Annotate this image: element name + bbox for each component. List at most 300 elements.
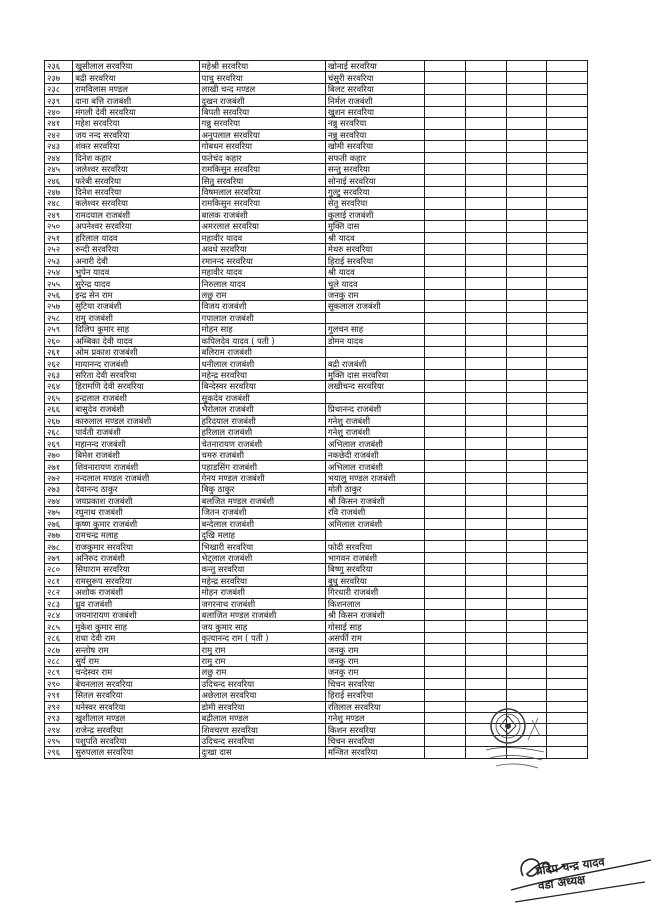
empty-cell (425, 632, 466, 643)
voter-list-table (44, 60, 588, 759)
voter-name-cell: सुटिया राजबंशी (73, 301, 199, 312)
empty-cell (547, 369, 588, 380)
empty-cell (506, 449, 547, 460)
table-row (45, 301, 588, 312)
table-row (45, 186, 588, 197)
voter-name-cell: मुकेश कुमार साह (73, 621, 199, 632)
empty-cell (425, 392, 466, 403)
serial-number-cell: २७३ (45, 484, 73, 495)
voter-name-cell: इन्द्र सेन राम (73, 289, 199, 300)
empty-cell (547, 358, 588, 369)
serial-number-cell: २९० (45, 678, 73, 689)
voter-name-cell: सुरेन्द्र यादव (73, 278, 199, 289)
empty-cell (547, 701, 588, 712)
empty-cell (506, 541, 547, 552)
empty-cell (547, 587, 588, 598)
empty-cell (465, 72, 506, 83)
empty-cell (465, 61, 506, 72)
grandfather-name-cell: सोनाई सरवरिया (325, 175, 424, 186)
grandfather-name-cell: गनेशु राजबंशी (325, 415, 424, 426)
voter-name-cell: हरिलाल यादव (73, 232, 199, 243)
empty-cell (465, 118, 506, 129)
empty-cell (506, 564, 547, 575)
empty-cell (506, 667, 547, 678)
empty-cell (425, 312, 466, 323)
empty-cell (465, 381, 506, 392)
table-row (45, 575, 588, 586)
empty-cell (547, 244, 588, 255)
empty-cell (547, 575, 588, 586)
serial-number-cell: २६५ (45, 392, 73, 403)
empty-cell (425, 529, 466, 540)
serial-number-cell: २७० (45, 449, 73, 460)
empty-cell (465, 95, 506, 106)
serial-number-cell: २४४ (45, 152, 73, 163)
voter-name-cell: सुर्य राम (73, 655, 199, 666)
table-row (45, 163, 588, 174)
serial-number-cell: २४० (45, 106, 73, 117)
empty-cell (425, 427, 466, 438)
table-row (45, 289, 588, 300)
father-spouse-name-cell: लाखी चन्द मण्डल (199, 83, 325, 94)
empty-cell (465, 587, 506, 598)
father-spouse-name-cell: दुखन राजबंशी (199, 95, 325, 106)
table-row (45, 392, 588, 403)
father-spouse-name-cell: महावीर यादव (199, 232, 325, 243)
grandfather-name-cell: चुले यादव (325, 278, 424, 289)
empty-cell (547, 484, 588, 495)
voter-name-cell: बिमेश राजबंशी (73, 449, 199, 460)
empty-cell (506, 129, 547, 140)
empty-cell (465, 598, 506, 609)
father-spouse-name-cell: चेतनारायण राजबंशी (199, 438, 325, 449)
empty-cell (547, 495, 588, 506)
empty-cell (465, 575, 506, 586)
serial-number-cell: २५४ (45, 266, 73, 277)
empty-cell (465, 83, 506, 94)
empty-cell (547, 712, 588, 723)
grandfather-name-cell: गनेशु राजबंशी (325, 427, 424, 438)
grandfather-name-cell: चिचन सरवरिया (325, 678, 424, 689)
empty-cell (547, 507, 588, 518)
table-row (45, 449, 588, 460)
empty-cell (547, 301, 588, 312)
empty-cell (506, 472, 547, 483)
empty-cell (465, 472, 506, 483)
empty-cell (506, 369, 547, 380)
table-row (45, 152, 588, 163)
empty-cell (547, 175, 588, 186)
empty-cell (506, 152, 547, 163)
empty-cell (547, 129, 588, 140)
empty-cell (465, 404, 506, 415)
voter-name-cell: दिलिप कुमार साह (73, 324, 199, 335)
serial-number-cell: २५७ (45, 301, 73, 312)
empty-cell (506, 427, 547, 438)
empty-cell (425, 175, 466, 186)
grandfather-name-cell: श्री किसन राजबंशी (325, 495, 424, 506)
serial-number-cell: २८० (45, 564, 73, 575)
empty-cell (425, 221, 466, 232)
empty-cell (425, 690, 466, 701)
serial-number-cell: २७१ (45, 461, 73, 472)
empty-cell (506, 495, 547, 506)
empty-cell (506, 232, 547, 243)
empty-cell (506, 61, 547, 72)
empty-cell (465, 335, 506, 346)
voter-name-cell: अम्बिका देवी यादव (73, 335, 199, 346)
empty-cell (425, 95, 466, 106)
empty-cell (465, 461, 506, 472)
empty-cell (547, 95, 588, 106)
empty-cell (506, 95, 547, 106)
empty-cell (547, 312, 588, 323)
empty-cell (465, 346, 506, 357)
voter-name-cell: मंगली देवी सरवरिया (73, 106, 199, 117)
empty-cell (547, 552, 588, 563)
serial-number-cell: २४८ (45, 198, 73, 209)
empty-cell (425, 278, 466, 289)
grandfather-name-cell: मेथरु सरवरिया (325, 244, 424, 255)
empty-cell (465, 244, 506, 255)
father-spouse-name-cell: बिन्देस्वर सरवरिया (199, 381, 325, 392)
grandfather-name-cell: रवि राजबंशी (325, 507, 424, 518)
empty-cell (465, 324, 506, 335)
table-body (45, 61, 588, 759)
voter-name-cell: सितल सरवरिया (73, 690, 199, 701)
father-spouse-name-cell: शिवचरण सरवरिया (199, 724, 325, 735)
empty-cell (425, 667, 466, 678)
empty-cell (506, 221, 547, 232)
grandfather-name-cell: बिष्णु सरवरिया (325, 564, 424, 575)
voter-name-cell: जय नन्द सरवरिया (73, 129, 199, 140)
grandfather-name-cell: नन्नु सरवरिया (325, 118, 424, 129)
voter-name-cell: दिनेश सरवरिया (73, 186, 199, 197)
empty-cell (425, 335, 466, 346)
empty-cell (547, 529, 588, 540)
empty-cell (547, 518, 588, 529)
empty-cell (425, 472, 466, 483)
empty-cell (506, 255, 547, 266)
father-spouse-name-cell: फतेचंद कहार (199, 152, 325, 163)
empty-cell (425, 141, 466, 152)
empty-cell (506, 438, 547, 449)
empty-cell (465, 358, 506, 369)
voter-name-cell: फरेबी सरवरिया (73, 175, 199, 186)
serial-number-cell: २७५ (45, 507, 73, 518)
table-row (45, 655, 588, 666)
table-row (45, 564, 588, 575)
table-row (45, 507, 588, 518)
empty-cell (425, 644, 466, 655)
father-spouse-name-cell: भैरोलाल राजबंशी (199, 404, 325, 415)
voter-name-cell: रामसुरूप सरवरिया (73, 575, 199, 586)
voter-name-cell: धनेस्वर सरवरिया (73, 701, 199, 712)
empty-cell (425, 610, 466, 621)
empty-cell (506, 301, 547, 312)
serial-number-cell: २८८ (45, 655, 73, 666)
office-seal-stamp (478, 700, 552, 774)
empty-cell (465, 518, 506, 529)
empty-cell (425, 255, 466, 266)
serial-number-cell: २३६ (45, 61, 73, 72)
father-spouse-name-cell: बालक राजबंशी (199, 209, 325, 220)
empty-cell (506, 198, 547, 209)
father-spouse-name-cell: जय कुमार साह (199, 621, 325, 632)
voter-name-cell: शिवनारायण राजबंशी (73, 461, 199, 472)
grandfather-name-cell (325, 312, 424, 323)
voter-name-cell: राजकुमार सरवरिया (73, 541, 199, 552)
voter-name-cell: अशोक राजबंशी (73, 587, 199, 598)
empty-cell (547, 667, 588, 678)
grandfather-name-cell: श्री किसन राजबंशी (325, 610, 424, 621)
table-row (45, 438, 588, 449)
grandfather-name-cell: किशनलाल (325, 598, 424, 609)
empty-cell (465, 484, 506, 495)
table-row (45, 644, 588, 655)
voter-name-cell: सियाराम सरवरिया (73, 564, 199, 575)
empty-cell (547, 735, 588, 746)
empty-cell (425, 209, 466, 220)
father-spouse-name-cell: गेनय मण्डल राजबंशी (199, 472, 325, 483)
serial-number-cell: २७४ (45, 495, 73, 506)
empty-cell (506, 175, 547, 186)
empty-cell (465, 610, 506, 621)
empty-cell (425, 358, 466, 369)
empty-cell (547, 278, 588, 289)
empty-cell (506, 324, 547, 335)
table-row (45, 346, 588, 357)
grandfather-name-cell: मन्जित सरवरिया (325, 747, 424, 758)
father-spouse-name-cell: महावीर यादव (199, 266, 325, 277)
grandfather-name-cell: बुधु सरवरिया (325, 575, 424, 586)
empty-cell (425, 518, 466, 529)
serial-number-cell: २५६ (45, 289, 73, 300)
empty-cell (547, 598, 588, 609)
empty-cell (425, 575, 466, 586)
grandfather-name-cell: सेतु सरवरिया (325, 198, 424, 209)
empty-cell (547, 346, 588, 357)
empty-cell (425, 484, 466, 495)
table-row (45, 221, 588, 232)
empty-cell (425, 72, 466, 83)
empty-cell (465, 106, 506, 117)
empty-cell (506, 244, 547, 255)
empty-cell (425, 564, 466, 575)
empty-cell (547, 255, 588, 266)
father-spouse-name-cell: पाचु सरवरिया (199, 72, 325, 83)
grandfather-name-cell: मोती ठाकुर (325, 484, 424, 495)
empty-cell (506, 163, 547, 174)
empty-cell (506, 141, 547, 152)
empty-cell (547, 449, 588, 460)
father-spouse-name-cell: पहाडसिंग राजबंशी (199, 461, 325, 472)
serial-number-cell: २८६ (45, 632, 73, 643)
empty-cell (465, 667, 506, 678)
empty-cell (425, 495, 466, 506)
father-spouse-name-cell: बिपती सरवरिया (199, 106, 325, 117)
table-row (45, 209, 588, 220)
serial-number-cell: २७८ (45, 541, 73, 552)
voter-name-cell: अनारी देवी (73, 255, 199, 266)
empty-cell (425, 541, 466, 552)
empty-cell (547, 404, 588, 415)
father-spouse-name-cell: चमरु राजबंशी (199, 449, 325, 460)
serial-number-cell: २६७ (45, 415, 73, 426)
father-spouse-name-cell: मोहन राजबंशी (199, 587, 325, 598)
empty-cell (465, 163, 506, 174)
table-row (45, 667, 588, 678)
empty-cell (547, 438, 588, 449)
serial-number-cell: २३९ (45, 95, 73, 106)
voter-name-cell: महेश सरवरिया (73, 118, 199, 129)
empty-cell (425, 415, 466, 426)
father-spouse-name-cell: बलिराम राजबंशी (199, 346, 325, 357)
father-spouse-name-cell: अमरलाल सरवरिया (199, 221, 325, 232)
father-spouse-name-cell: भेट्लाल राजबंशी (199, 552, 325, 563)
serial-number-cell: २९५ (45, 735, 73, 746)
voter-name-cell: पशुपति सरवरिया (73, 735, 199, 746)
empty-cell (465, 529, 506, 540)
voter-name-cell: बासुदेव राजबंशी (73, 404, 199, 415)
grandfather-name-cell: निर्मल राजबंशी (325, 95, 424, 106)
empty-cell (425, 747, 466, 758)
empty-cell (547, 564, 588, 575)
table-row (45, 598, 588, 609)
empty-cell (547, 141, 588, 152)
empty-cell (425, 324, 466, 335)
empty-cell (547, 632, 588, 643)
empty-cell (547, 152, 588, 163)
grandfather-name-cell: नन्नु सरवरिया (325, 129, 424, 140)
table-row (45, 552, 588, 563)
empty-cell (506, 575, 547, 586)
empty-cell (465, 289, 506, 300)
table-row (45, 198, 588, 209)
voter-name-cell: रामचन्द्र मलाह (73, 529, 199, 540)
grandfather-name-cell: सन्तु सरवरिया (325, 163, 424, 174)
empty-cell (425, 152, 466, 163)
voter-name-cell: राधा देवी राम (73, 632, 199, 643)
grandfather-name-cell: असर्फी राम (325, 632, 424, 643)
father-spouse-name-cell: कन्तु सरवरिया (199, 564, 325, 575)
empty-cell (506, 678, 547, 689)
grandfather-name-cell: अमिलाल राजबंशी (325, 518, 424, 529)
empty-cell (465, 438, 506, 449)
empty-cell (465, 392, 506, 403)
voter-name-cell: दाना बत्ति राजबंशी (73, 95, 199, 106)
signature-title: वडा अध्यक्ष (537, 872, 587, 893)
empty-cell (506, 209, 547, 220)
table-row (45, 621, 588, 632)
table-row (45, 678, 588, 689)
father-spouse-name-cell: सितु सरवरिया (199, 175, 325, 186)
father-spouse-name-cell: लछु राम (199, 667, 325, 678)
empty-cell (425, 724, 466, 735)
voter-name-cell: ध्रुव राजबंशी (73, 598, 199, 609)
empty-cell (425, 404, 466, 415)
serial-number-cell: २८७ (45, 644, 73, 655)
table-row (45, 484, 588, 495)
empty-cell (425, 369, 466, 380)
empty-cell (465, 644, 506, 655)
father-spouse-name-cell: बलजित मण्डल राजबंशी (199, 495, 325, 506)
table-row (45, 106, 588, 117)
serial-number-cell: २८१ (45, 575, 73, 586)
empty-cell (465, 266, 506, 277)
table-row (45, 541, 588, 552)
grandfather-name-cell: किशन सरवरिया (325, 724, 424, 735)
empty-cell (506, 392, 547, 403)
voter-name-cell: महानन्द राजबंशी (73, 438, 199, 449)
empty-cell (425, 735, 466, 746)
serial-number-cell: २९२ (45, 701, 73, 712)
grandfather-name-cell: जनकु राम (325, 644, 424, 655)
empty-cell (547, 163, 588, 174)
grandfather-name-cell: मुक्ति दास (325, 221, 424, 232)
serial-number-cell: २६९ (45, 438, 73, 449)
empty-cell (547, 381, 588, 392)
voter-name-cell: शंकर सरवरिया (73, 141, 199, 152)
father-spouse-name-cell: रामु राम (199, 644, 325, 655)
serial-number-cell: २४७ (45, 186, 73, 197)
voter-name-cell: सरिता देवी सरवरिया (73, 369, 199, 380)
grandfather-name-cell: प्रिथानन्द राजबंशी (325, 404, 424, 415)
grandfather-name-cell: श्री यादव (325, 266, 424, 277)
empty-cell (425, 232, 466, 243)
voter-name-cell: नन्दलाल मण्डल राजबंशी (73, 472, 199, 483)
father-spouse-name-cell: रामकिसुन सरवरिया (199, 198, 325, 209)
grandfather-name-cell: सफती कहार (325, 152, 424, 163)
serial-number-cell: २९६ (45, 747, 73, 758)
serial-number-cell: २५८ (45, 312, 73, 323)
empty-cell (465, 632, 506, 643)
grandfather-name-cell (325, 346, 424, 357)
empty-cell (465, 621, 506, 632)
father-spouse-name-cell: लछु राम (199, 289, 325, 300)
empty-cell (506, 632, 547, 643)
empty-cell (506, 587, 547, 598)
grandfather-name-cell: जनकु राम (325, 655, 424, 666)
empty-cell (465, 278, 506, 289)
father-spouse-name-cell: निरुलाल यादव (199, 278, 325, 289)
father-spouse-name-cell: विजय राजबंशी (199, 301, 325, 312)
grandfather-name-cell (325, 392, 424, 403)
empty-cell (465, 415, 506, 426)
empty-cell (506, 404, 547, 415)
serial-number-cell: २५३ (45, 255, 73, 266)
father-spouse-name-cell: बिकु ठाकुर (199, 484, 325, 495)
empty-cell (465, 495, 506, 506)
grandfather-name-cell: गिरधारी राजबंशी (325, 587, 424, 598)
empty-cell (547, 61, 588, 72)
empty-cell (465, 175, 506, 186)
empty-cell (506, 644, 547, 655)
father-spouse-name-cell: सुकदेव राजबंशी (199, 392, 325, 403)
voter-name-cell: रामु राजबंशी (73, 312, 199, 323)
empty-cell (547, 221, 588, 232)
serial-number-cell: २३८ (45, 83, 73, 94)
table-row (45, 72, 588, 83)
serial-number-cell: २९३ (45, 712, 73, 723)
grandfather-name-cell: लखीचन्द सरवरिया (325, 381, 424, 392)
empty-cell (425, 289, 466, 300)
grandfather-name-cell: गोसाई साह (325, 621, 424, 632)
empty-cell (425, 587, 466, 598)
father-spouse-name-cell: गपालाल राजबंशी (199, 312, 325, 323)
serial-number-cell: २५२ (45, 244, 73, 255)
father-spouse-name-cell: गोबधन सरवरिया (199, 141, 325, 152)
